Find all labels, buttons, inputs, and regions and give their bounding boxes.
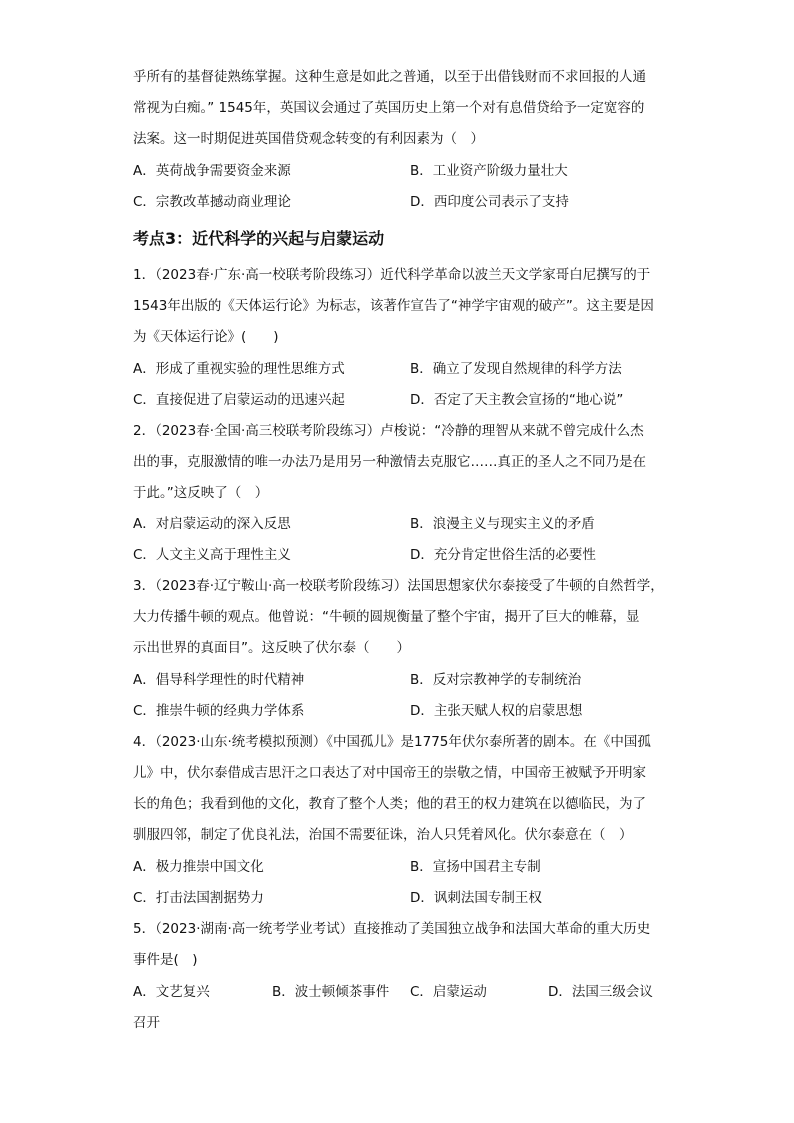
q5-option-a: A．文艺复兴 [133,984,210,1000]
q5-option-b: B．波士顿倾茶事件 [272,984,390,1000]
q3-option-d: D．主张天赋人权的启蒙思想 [410,703,583,719]
q3-option-b: B．反对宗教神学的专制统治 [410,672,582,688]
section-heading: 考点3：近代科学的兴起与启蒙运动 [133,229,385,248]
q3-line-1: 3．（2023春·辽宁鞍山·高一校联考阶段练习）法国思想家伏尔泰接受了牛顿的自然哲学， [133,578,664,594]
q1-option-d: D．否定了天主教会宣扬的“地心说” [410,392,624,408]
q4-line-1: 4．（2023·山东·统考模拟预测）《中国孤儿》是1775年伏尔泰所著的剧本。在《中国孤 [133,734,651,750]
q3-line-3: 示出世界的真面目”。这反映了伏尔泰（ ） [133,640,410,656]
intro-option-b: B．工业资产阶级力量壮大 [410,163,568,179]
q4-line-4: 驯服四邻，制定了优良礼法，治国不需要征诛，治人只凭着风化。伏尔泰意在（ ） [133,827,633,843]
q2-line-1: 2．（2023春·全国·高三校联考阶段练习）卢梭说：“冷静的理智从来就不曾完成什么杰 [133,423,644,439]
q4-option-b: B．宣扬中国君主专制 [410,859,541,875]
intro-line-3: 法案。这一时期促进英国借贷观念转变的有利因素为（ ） [133,131,484,147]
q3-option-a: A．倡导科学理性的时代精神 [133,672,305,688]
q2-option-c: C．人文主义高于理性主义 [133,547,291,563]
q1-option-b: B．确立了发现自然规律的科学方法 [410,361,622,377]
q4-option-a: A．极力推崇中国文化 [133,859,264,875]
q1-option-a: A．形成了重视实验的理性思维方式 [133,361,345,377]
q3-line-2: 大力传播牛顿的观点。他曾说：“牛顿的圆规衡量了整个宇宙，揭开了巨大的帷幕，显 [133,609,640,625]
intro-line-2: 常视为白痴。” 1545年，英国议会通过了英国历史上第一个对有息借贷给予一定宽容的 [133,100,645,116]
q1-line-2: 1543年出版的《天体运行论》为标志，该著作宣告了“神学宇宙观的破产”。这主要是因 [133,298,654,314]
q5-option-c: C．启蒙运动 [410,984,487,1000]
q3-option-c: C．推崇牛顿的经典力学体系 [133,703,305,719]
q1-option-c: C．直接促进了启蒙运动的迅速兴起 [133,392,345,408]
q5-option-d-wrap: 召开 [133,1015,160,1031]
q4-option-d: D．讽刺法国专制王权 [410,890,542,906]
q4-line-2: 儿》中，伏尔泰借成吉思汗之口表达了对中国帝王的崇敬之情，中国帝王被赋予开明家 [133,765,646,781]
q5-line-1: 5．（2023·湖南·高一统考学业考试）直接推动了美国独立战争和法国大革命的重大历史 [133,921,651,937]
q4-option-c: C．打击法国割据势力 [133,890,264,906]
q2-option-a: A．对启蒙运动的深入反思 [133,516,291,532]
q5-option-d: D．法国三级会议 [548,984,653,1000]
intro-option-c: C．宗教改革撼动商业理论 [133,194,291,210]
q2-option-d: D．充分肯定世俗生活的必要性 [410,547,596,563]
q5-line-2: 事件是( ) [133,952,198,968]
q2-line-2: 出的事，克服激情的唯一办法乃是用另一种激情去克服它……真正的圣人之不同乃是在 [133,454,646,470]
q2-line-3: 于此。”这反映了（ ） [133,485,269,501]
intro-line-1: 乎所有的基督徒熟练掌握。这种生意是如此之普通，以至于出借钱财而不求回报的人通 [133,69,646,85]
intro-option-a: A．英荷战争需要资金来源 [133,163,291,179]
intro-option-d: D．西印度公司表示了支持 [410,194,569,210]
q1-line-1: 1．（2023春·广东·高一校联考阶段练习）近代科学革命以波兰天文学家哥白尼撰写的于 [133,267,651,283]
q1-line-3: 为《天体运行论》( ) [133,329,279,345]
q2-option-b: B．浪漫主义与现实主义的矛盾 [410,516,595,532]
q4-line-3: 长的角色；我看到他的文化，教育了整个人类；他的君王的权力建筑在以德临民，为了 [133,796,646,812]
